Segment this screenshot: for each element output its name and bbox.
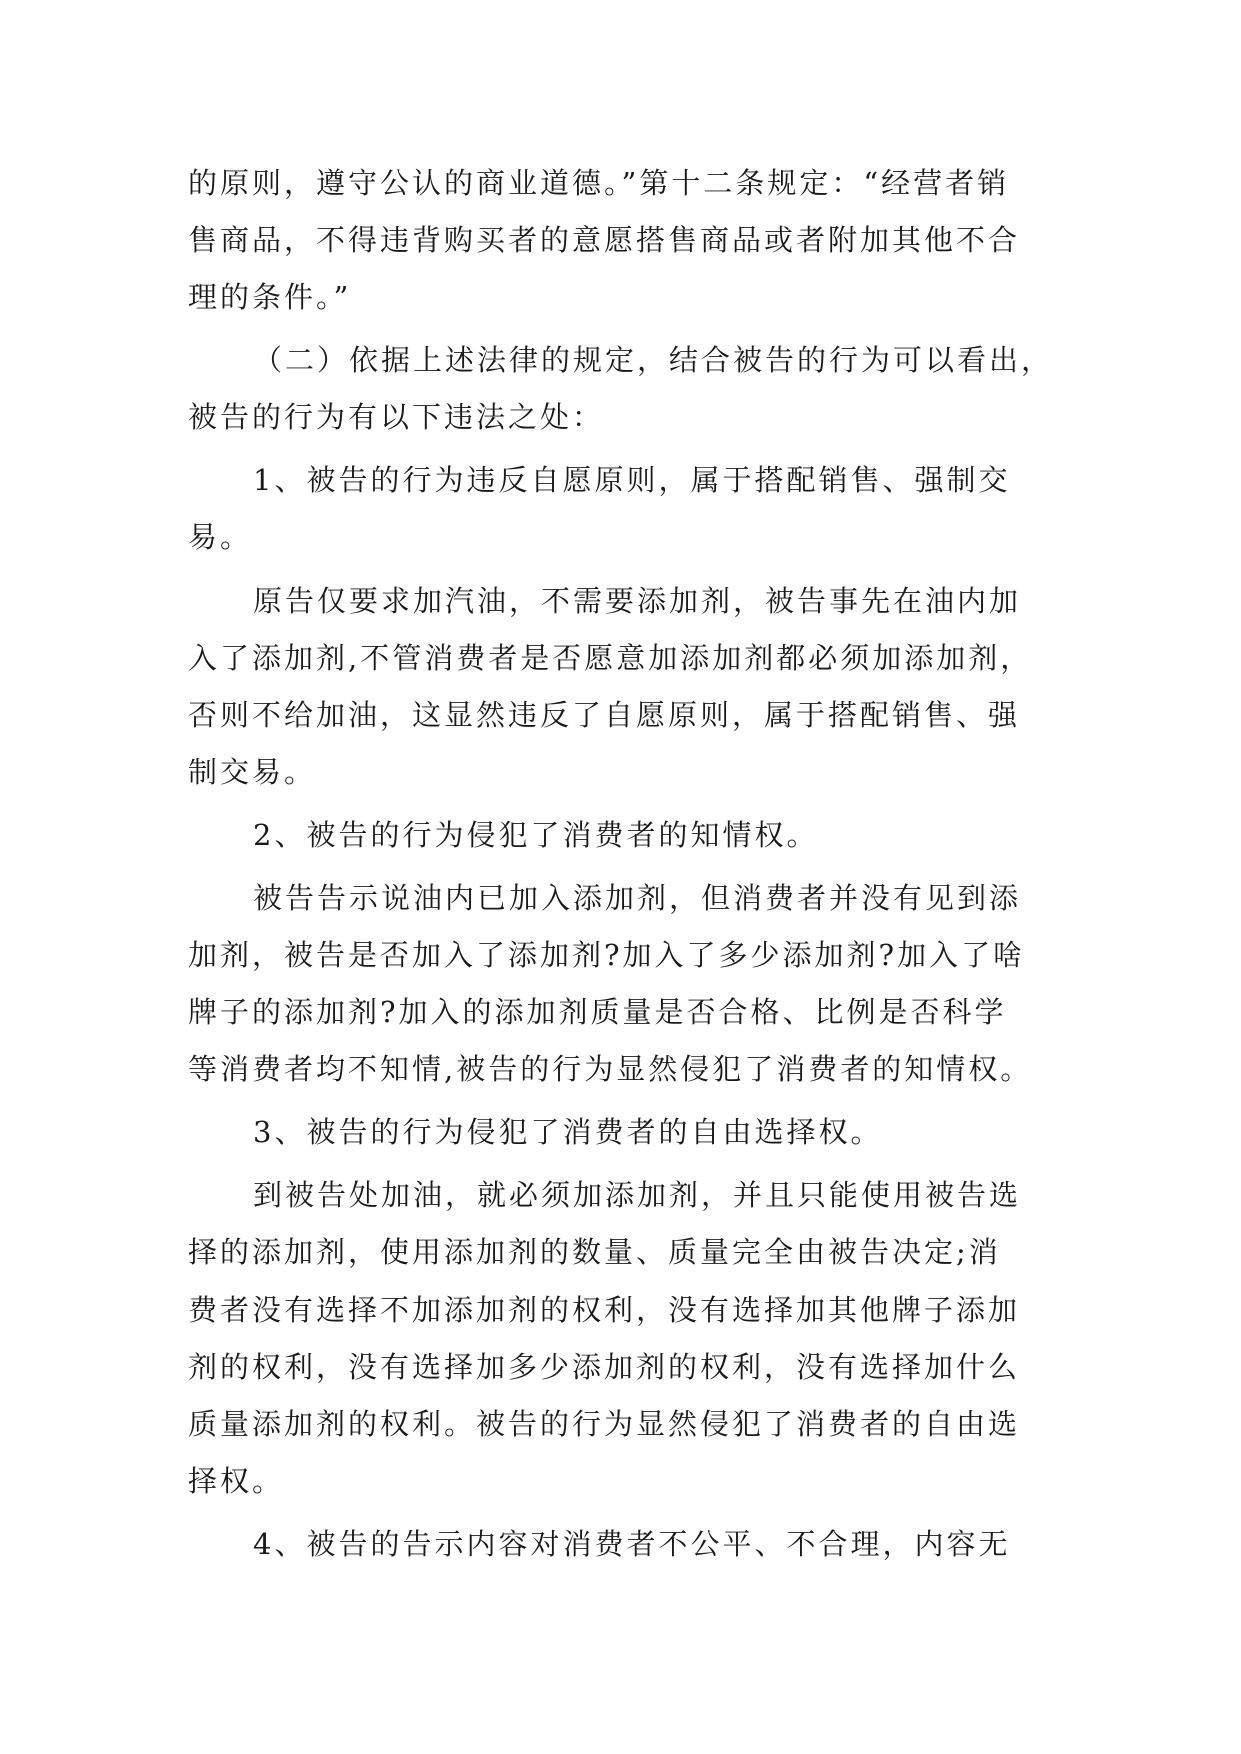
paragraph-first-line: 到被告处加油，就必须加添加剂，并且只能使用被告选 — [253, 1178, 1022, 1212]
section-heading-4: 4、被告的告示内容对消费者不公平、不合理，内容无 — [253, 1527, 1011, 1561]
section-heading-1: 1、被告的行为违反自愿原则，属于搭配销售、强制交 — [253, 463, 1011, 497]
text-line: 否则不给加油，这显然违反了自愿原则，属于搭配销售、强 — [188, 698, 1021, 732]
section-heading-2: 2、被告的行为侵犯了消费者的知情权。 — [253, 818, 819, 852]
text-line: 剂的权利，没有选择加多少添加剂的权利，没有选择加什么 — [188, 1350, 1021, 1384]
text-line: 择的添加剂，使用添加剂的数量、质量完全由被告决定;消 — [188, 1235, 1001, 1269]
text-line: 售商品，不得违背购买者的意愿搭售商品或者附加其他不合 — [188, 223, 1021, 257]
text-line: 被告的行为有以下违法之处： — [188, 400, 605, 434]
paragraph-first-line: 被告告示说油内已加入添加剂，但消费者并没有见到添 — [253, 881, 1022, 915]
text-line: 理的条件。” — [188, 280, 352, 314]
section-heading-3: 3、被告的行为侵犯了消费者的自由选择权。 — [253, 1115, 883, 1149]
text-line: 入了添加剂,不管消费者是否愿意加添加剂都必须加添加剂， — [188, 641, 1033, 675]
text-line: 加剂，被告是否加入了添加剂?加入了多少添加剂?加入了啥 — [188, 938, 1026, 972]
paragraph-first-line: 原告仅要求加汽油，不需要添加剂，被告事先在油内加 — [253, 584, 1022, 618]
text-line: 易。 — [188, 520, 253, 554]
text-line: 牌子的添加剂?加入的添加剂质量是否合格、比例是否科学 — [188, 995, 1007, 1029]
text-line: 质量添加剂的权利。被告的行为显然侵犯了消费者的自由选 — [188, 1407, 1021, 1441]
text-line: 费者没有选择不加添加剂的权利，没有选择加其他牌子添加 — [188, 1293, 1021, 1327]
text-line: 择权。 — [188, 1464, 285, 1498]
text-line: 制交易。 — [188, 755, 317, 789]
paragraph-first-line: （二）依据上述法律的规定，结合被告的行为可以看出， — [253, 343, 1054, 377]
text-line: 的原则，遵守公认的商业道德。”第十二条规定：“经营者销 — [188, 166, 1010, 200]
text-line: 等消费者均不知情,被告的行为显然侵犯了消费者的知情权。 — [188, 1052, 1033, 1086]
